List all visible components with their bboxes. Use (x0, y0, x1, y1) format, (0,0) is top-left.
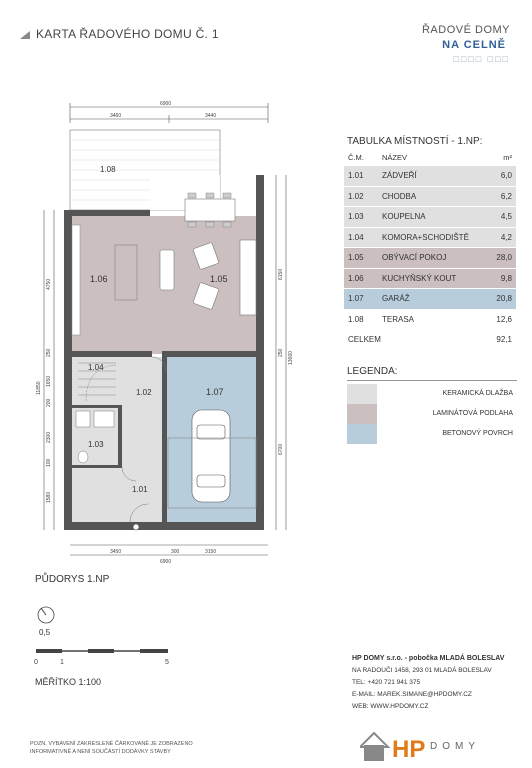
total-label: CELKEM (344, 330, 489, 351)
page-title: KARTA ŘADOVÉHO DOMU Č. 1 (36, 27, 219, 41)
room-table-title: TABULKA MÍSTNOSTÍ - 1.NP: (347, 136, 483, 147)
scale-label: MĚŘÍTKO 1:100 (35, 677, 102, 687)
row-area: 4,2 (489, 227, 516, 248)
legend-item (347, 424, 517, 444)
row-name: OBÝVACÍ POKOJ (378, 248, 489, 269)
row-area: 28,0 (489, 248, 516, 269)
room-label-1-01: 1.01 (132, 485, 148, 494)
company-address (352, 653, 504, 713)
dim-bottom-total: 6900 (160, 559, 172, 565)
room-table-header (344, 150, 516, 166)
row-num: 1.02 (344, 186, 378, 207)
room-label-1-07: 1.07 (206, 387, 224, 397)
legend-title: LEGENDA: (347, 366, 398, 377)
title-marker-icon (20, 31, 30, 39)
room-label-1-04: 1.04 (88, 363, 104, 372)
room-label-1-08: 1.08 (100, 165, 116, 174)
bottom-dimension-lines (70, 545, 268, 555)
table-row (344, 268, 516, 289)
dim-bottom-b: 300 (171, 549, 180, 555)
company-logo (360, 727, 490, 763)
dim-left-total: 11850 (36, 381, 42, 395)
scale-bar (30, 645, 180, 667)
room-label-1-06: 1.06 (90, 274, 108, 284)
legend-item (347, 404, 517, 424)
dim-right-2: 250 (278, 348, 284, 357)
dim-left-1: 4750 (46, 278, 52, 290)
total-area: 92,1 (489, 330, 516, 351)
legend-label: KERAMICKÁ DLAŽBA (442, 390, 513, 397)
project-name-line2: NA CELNĚ (442, 39, 506, 51)
room-fill-1-01 (72, 467, 162, 522)
room-label-1-05: 1.05 (210, 274, 228, 284)
scale-tick-0: 0 (34, 659, 38, 666)
dim-bottom-c: 3150 (205, 549, 217, 555)
legend-swatch (347, 384, 377, 404)
phone-line: TEL: +420 721 941 375 (352, 679, 421, 686)
web-line: WEB: WWW.HPDOMY.CZ (352, 703, 429, 710)
table-row (344, 207, 516, 228)
dim-top-total: 6900 (160, 101, 172, 107)
table-row (344, 227, 516, 248)
dim-left-2: 250 (46, 348, 52, 357)
room-table (344, 150, 516, 351)
scale-tick-1: 1 (60, 659, 64, 666)
project-name-line3: □□□□ □□□ (453, 54, 510, 64)
car-icon (192, 410, 230, 502)
dim-left-5: 2300 (46, 431, 52, 443)
dim-bottom-a: 3450 (110, 549, 122, 555)
table-row (344, 248, 516, 269)
table-row (344, 289, 516, 310)
col-name-header: NÁZEV (378, 150, 489, 166)
row-num: 1.04 (344, 227, 378, 248)
dim-left-6: 100 (46, 458, 52, 467)
row-name: ZÁDVEŘÍ (378, 166, 489, 187)
table-row (344, 309, 516, 330)
table-row (344, 166, 516, 187)
row-name: KOUPELNA (378, 207, 489, 228)
row-area: 6,0 (489, 166, 516, 187)
project-name-line1: ŘADOVÉ DOMY (421, 24, 510, 36)
dim-right-3: 6700 (278, 443, 284, 455)
dim-right-1: 6150 (278, 268, 284, 280)
row-area: 12,6 (489, 309, 516, 330)
dim-top-left: 3460 (110, 113, 122, 119)
row-name: GARÁŽ (378, 289, 489, 310)
dim-left-3: 1650 (46, 375, 52, 387)
email-line: E-MAIL: MAREK.SIMANE@HPDOMY.CZ (352, 691, 472, 698)
footnote: POZN. VYBAVENÍ ZAKRESLENÉ ČÁRKOVANĚ JE ZOBRAZENO INFORMATIVNĚ A NENÍ SOUČÁSTÍ DODÁVKY STAVBY (30, 741, 193, 755)
table-total-row (344, 330, 516, 351)
dim-right-total: 13660 (288, 351, 294, 365)
scale-tick-5: 5 (165, 659, 169, 666)
row-num: 1.08 (344, 309, 378, 330)
room-label-1-02: 1.02 (136, 388, 152, 397)
room-label-1-03: 1.03 (88, 440, 104, 449)
legend-swatch (347, 404, 377, 424)
col-num-header: Č.M. (344, 150, 378, 166)
floor-plan-caption: PŮDORYS 1.NP (35, 574, 110, 585)
legend-item (347, 384, 517, 404)
entrance-marker-icon (133, 524, 139, 530)
legend-divider (347, 380, 517, 381)
row-area: 9,8 (489, 268, 516, 289)
legend-label: LAMINÁTOVÁ PODLAHA (432, 410, 513, 417)
dim-left-7: 1580 (46, 491, 52, 503)
north-arrow-icon (36, 605, 56, 625)
row-num: 1.07 (344, 289, 378, 310)
logo-hp-text: HP (392, 736, 426, 763)
row-num: 1.06 (344, 268, 378, 289)
row-num: 1.03 (344, 207, 378, 228)
dim-left-4: 200 (46, 398, 52, 407)
row-area: 6,2 (489, 186, 516, 207)
logo-domy-text: DOMY (430, 741, 480, 752)
col-area-header: m² (489, 150, 516, 166)
left-dimension-lines (44, 210, 54, 530)
legend-swatch (347, 424, 377, 444)
row-area: 20,8 (489, 289, 516, 310)
row-area: 4,5 (489, 207, 516, 228)
legend-label: BETONOVÝ POVRCH (442, 430, 513, 437)
north-arrow-label: 0,5 (39, 628, 51, 637)
row-num: 1.01 (344, 166, 378, 187)
company-name: HP DOMY s.r.o. - pobočka MLADÁ BOLESLAV (352, 655, 505, 662)
dim-top-right: 3440 (205, 113, 217, 119)
row-num: 1.05 (344, 248, 378, 269)
dining-table (185, 193, 235, 227)
table-row (344, 186, 516, 207)
row-name: KOMORA+SCHODIŠTĚ (378, 227, 489, 248)
row-name: CHODBA (378, 186, 489, 207)
row-name: KUCHYŇSKÝ KOUT (378, 268, 489, 289)
kitchen-counter (72, 225, 80, 335)
row-name: TERASA (378, 309, 489, 330)
floor-plan (30, 95, 330, 565)
terrace-room-1-08 (70, 130, 220, 210)
room-fill-1-02 (122, 357, 162, 467)
address-line: NA RADOUČI 1458, 293 01 MLADÁ BOLESLAV (352, 667, 492, 674)
